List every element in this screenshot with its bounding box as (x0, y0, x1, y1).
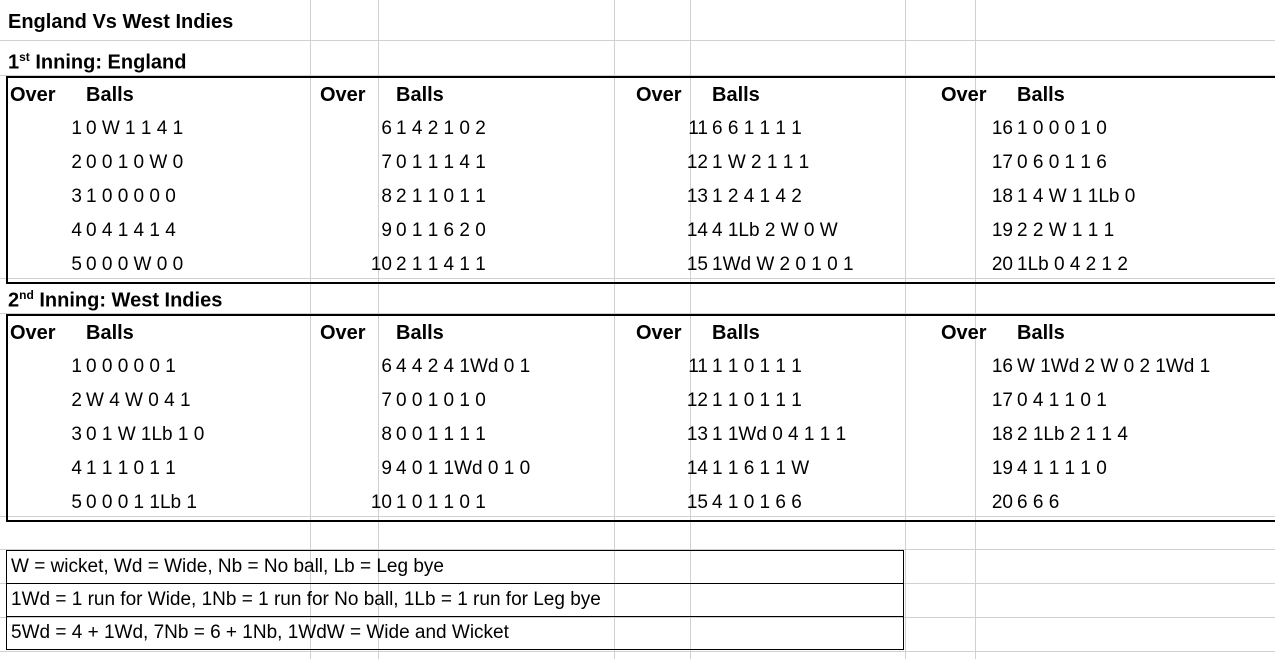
over-balls: 1 0 0 0 0 0 (86, 186, 176, 207)
over-balls: 1Lb 0 4 2 1 2 (1017, 254, 1128, 275)
header-over-3: Over (636, 83, 682, 106)
table-row (7, 350, 1275, 384)
table-row (7, 486, 1275, 521)
over-number: 13 (686, 186, 708, 207)
over-number: 12 (686, 390, 708, 411)
over-number: 17 (991, 390, 1013, 411)
header-balls-4: Balls (1017, 83, 1065, 106)
header-over-4: Over (941, 83, 987, 106)
over-number: 16 (991, 118, 1013, 139)
over-number: 1 (71, 356, 82, 377)
table-header-row (7, 315, 1275, 350)
over-balls: 4 0 1 1Wd 0 1 0 (396, 458, 531, 479)
grid-line (0, 40, 1275, 41)
over-number: 17 (991, 152, 1013, 173)
over-number: 11 (688, 356, 708, 377)
over-balls: 1 0 0 0 1 0 (1017, 118, 1107, 139)
over-number: 2 (71, 152, 82, 173)
inning-1-heading-ordinal: st (19, 50, 30, 64)
legend-line-1: W = wicket, Wd = Wide, Nb = No ball, Lb = Leg bye (7, 551, 904, 584)
over-number: 19 (991, 220, 1013, 241)
over-balls: 0 1 1 1 4 1 (396, 152, 486, 173)
over-number: 10 (370, 254, 392, 275)
over-balls: 1 1 0 1 1 1 (712, 356, 802, 377)
over-balls: 0 0 0 1 1Lb 1 (86, 492, 197, 513)
over-balls: 6 6 1 1 1 1 (712, 118, 802, 139)
over-number: 13 (686, 424, 708, 445)
legend-row (7, 551, 904, 584)
over-balls: 1 0 1 1 0 1 (396, 492, 486, 513)
over-balls: 1 1 0 1 1 1 (712, 390, 802, 411)
over-balls: 1 2 4 1 4 2 (712, 186, 802, 207)
header-over-1: Over (10, 83, 56, 106)
over-balls: 1 1 6 1 1 W (712, 458, 810, 479)
legend-row (7, 617, 904, 650)
over-number: 9 (381, 458, 392, 479)
header-balls-2: Balls (396, 321, 444, 344)
over-balls: 4 4 2 4 1Wd 0 1 (396, 356, 531, 377)
over-number: 15 (686, 254, 708, 275)
over-number: 20 (991, 254, 1013, 275)
over-number: 7 (381, 390, 392, 411)
inning-1-table (6, 76, 1275, 284)
over-number: 15 (686, 492, 708, 513)
over-balls: W 1Wd 2 W 0 2 1Wd 1 (1017, 356, 1211, 377)
over-balls: 0 4 1 1 0 1 (1017, 390, 1107, 411)
over-number: 4 (71, 220, 82, 241)
over-balls: 1 1Wd 0 4 1 1 1 (712, 424, 847, 445)
over-balls: 0 W 1 1 4 1 (86, 118, 184, 139)
over-balls: 0 0 1 0 W 0 (86, 152, 184, 173)
over-balls: 0 1 1 6 2 0 (396, 220, 486, 241)
header-over-1: Over (10, 321, 56, 344)
legend-table (6, 550, 904, 650)
over-number: 7 (381, 152, 392, 173)
over-number: 20 (991, 492, 1013, 513)
over-number: 11 (688, 118, 708, 139)
inning-1-heading-text: Inning: England (29, 51, 187, 74)
grid-line (0, 651, 1275, 652)
over-number: 6 (381, 118, 392, 139)
over-number: 8 (381, 186, 392, 207)
inning-2-heading (8, 284, 222, 312)
header-balls-1: Balls (86, 83, 134, 106)
legend-line-3: 5Wd = 4 + 1Wd, 7Nb = 6 + 1Nb, 1WdW = Wide and Wicket (7, 617, 904, 650)
over-number: 1 (71, 118, 82, 139)
over-number: 18 (991, 424, 1013, 445)
over-balls: 1 4 W 1 1Lb 0 (1017, 186, 1136, 207)
over-balls: 1Wd W 2 0 1 0 1 (712, 254, 854, 275)
over-number: 12 (686, 152, 708, 173)
inning-2-heading-number: 2 (8, 289, 20, 312)
over-balls: 2 1Lb 2 1 1 4 (1017, 424, 1128, 445)
over-number: 14 (686, 220, 708, 241)
table-row (7, 384, 1275, 418)
inning-2-heading-text: Inning: West Indies (33, 289, 223, 312)
table-row (7, 112, 1275, 146)
header-over-2: Over (320, 83, 366, 106)
inning-1-heading (8, 46, 186, 74)
over-balls: 1 4 2 1 0 2 (396, 118, 486, 139)
over-number: 8 (381, 424, 392, 445)
over-balls: 6 6 6 (1017, 492, 1060, 513)
over-balls: 0 0 0 W 0 0 (86, 254, 184, 275)
table-row (7, 180, 1275, 214)
legend-row (7, 584, 904, 617)
over-number: 10 (370, 492, 392, 513)
over-balls: 2 1 1 4 1 1 (396, 254, 486, 275)
table-header-row (7, 77, 1275, 112)
table-row (7, 418, 1275, 452)
header-balls-4: Balls (1017, 321, 1065, 344)
over-balls: 0 0 1 0 1 0 (396, 390, 486, 411)
over-balls: 4 1 1 1 1 0 (1017, 458, 1107, 479)
over-number: 19 (991, 458, 1013, 479)
over-balls: 2 1 1 0 1 1 (396, 186, 486, 207)
header-balls-3: Balls (712, 321, 760, 344)
legend-line-2: 1Wd = 1 run for Wide, 1Nb = 1 run for No ball, 1Lb = 1 run for Leg bye (7, 584, 904, 617)
inning-1-heading-number: 1 (8, 51, 20, 74)
page-title: England Vs West Indies (8, 11, 234, 33)
over-number: 2 (71, 390, 82, 411)
over-number: 14 (686, 458, 708, 479)
over-balls: 0 0 0 0 0 1 (86, 356, 176, 377)
over-balls: 0 0 1 1 1 1 (396, 424, 486, 445)
header-balls-1: Balls (86, 321, 134, 344)
header-balls-2: Balls (396, 83, 444, 106)
over-number: 3 (71, 186, 82, 207)
over-balls: 4 1 0 1 6 6 (712, 492, 802, 513)
over-number: 16 (991, 356, 1013, 377)
table-row (7, 452, 1275, 486)
over-balls: 4 1Lb 2 W 0 W (712, 220, 838, 241)
over-balls: 1 1 1 0 1 1 (86, 458, 176, 479)
table-row (7, 146, 1275, 180)
inning-2-table (6, 314, 1275, 522)
over-number: 6 (381, 356, 392, 377)
over-balls: W 4 W 0 4 1 (86, 390, 191, 411)
header-over-4: Over (941, 321, 987, 344)
over-balls: 0 6 0 1 1 6 (1017, 152, 1107, 173)
over-balls: 0 1 W 1Lb 1 0 (86, 424, 205, 445)
over-number: 18 (991, 186, 1013, 207)
over-balls: 1 W 2 1 1 1 (712, 152, 810, 173)
inning-2-heading-ordinal: nd (19, 288, 34, 302)
over-balls: 2 2 W 1 1 1 (1017, 220, 1115, 241)
over-number: 5 (71, 492, 82, 513)
over-number: 4 (71, 458, 82, 479)
over-number: 3 (71, 424, 82, 445)
over-number: 9 (381, 220, 392, 241)
over-number: 5 (71, 254, 82, 275)
table-row (7, 214, 1275, 248)
header-over-2: Over (320, 321, 366, 344)
table-row (7, 248, 1275, 283)
over-balls: 0 4 1 4 1 4 (86, 220, 176, 241)
header-balls-3: Balls (712, 83, 760, 106)
header-over-3: Over (636, 321, 682, 344)
